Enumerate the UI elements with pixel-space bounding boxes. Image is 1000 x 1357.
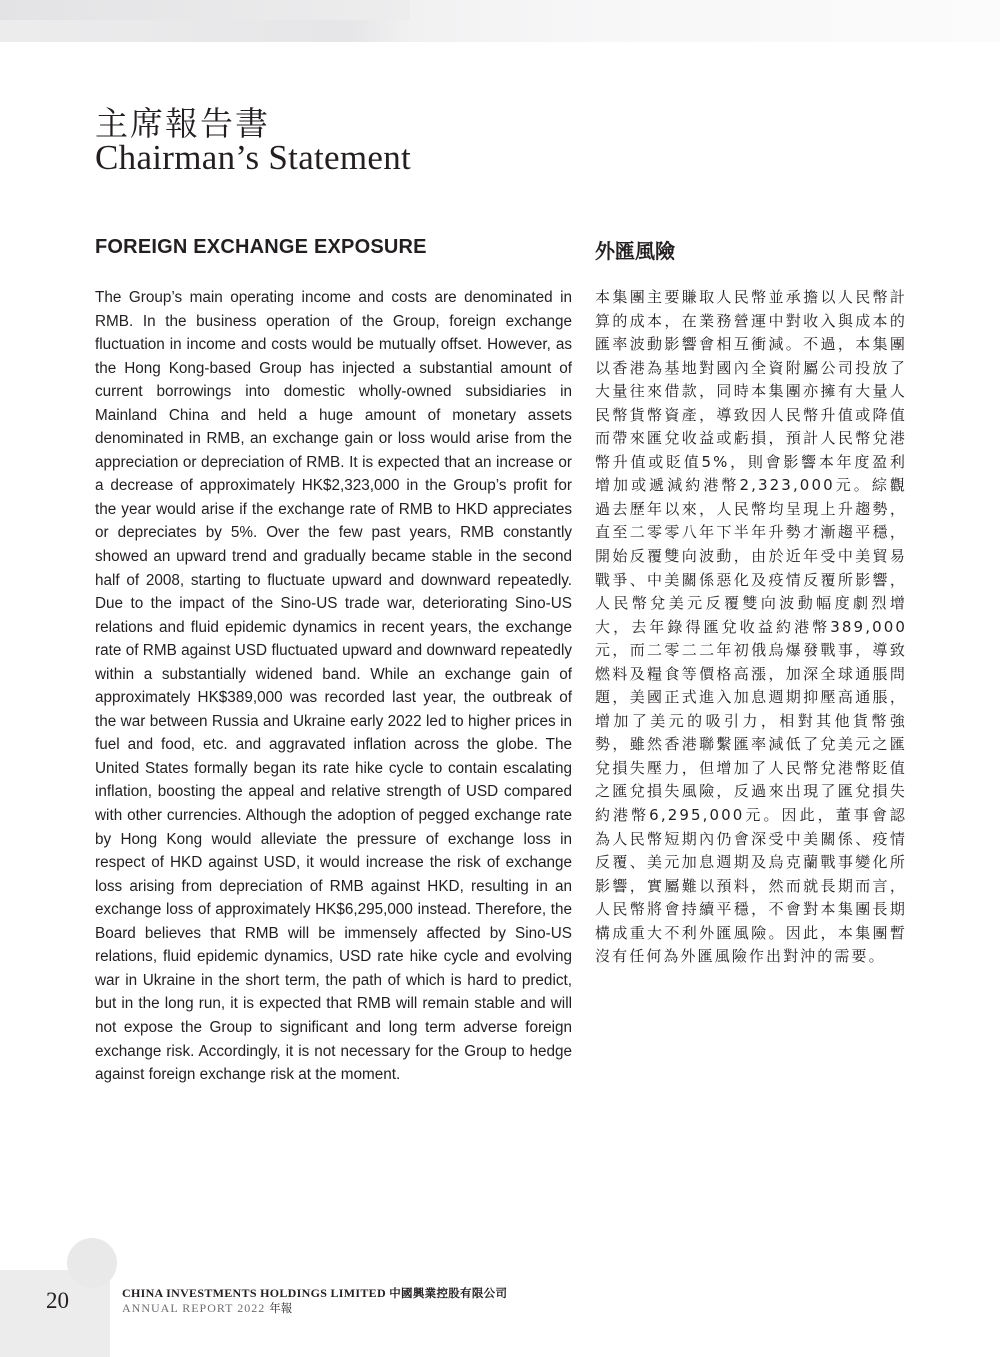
footer-report-label xyxy=(122,1300,292,1316)
page-title-english: Chairman’s Statement xyxy=(95,138,412,177)
page-number: 20 xyxy=(46,1288,69,1313)
page-title-chinese: 主席報告書 xyxy=(95,104,270,143)
footer-company-name xyxy=(122,1285,507,1301)
section-heading-english: FOREIGN EXCHANGE EXPOSURE xyxy=(95,236,427,258)
top-decorative-band-accent xyxy=(0,0,410,20)
footer-company-name-english: CHINA INVESTMENTS HOLDINGS LIMITED xyxy=(122,1286,386,1300)
footer-company-name-chinese: 中國興業控股有限公司 xyxy=(389,1286,508,1300)
body-text-english: The Group’s main operating income and costs are denominated in RMB. In the business operation of the Group, foreign exchange fluctuation in income and costs would be mutually offset. However, as the Hong Kong-based Group has injected a substantial amount of current borrowings into domestic wholly-owned subsidiaries in Mainland China and held a huge amount of monetary assets denominated in RMB, an exchange gain or loss would arise from the appreciation or depreciation of RMB. It is expected that an increase or a decrease of approximately HK$2,323,000 in the Group’s profit for the year would arise if the exchange rate of RMB to HKD appreciates or depreciates by 5%. Over the few past years, RMB constantly showed an upward trend and gradually became stable in the second half of 2008, starting to fluctuate upward and downward repeatedly. Due to the impact of the Sino-US trade war, deteriorating Sino-US relations and fluid epidemic dynamics in recent years, the exchange rate of RMB against USD fluctuated upward and downward repeatedly within a substantially widened band. While an exchange gain of approximately HK$389,000 was recorded last year, the outbreak of the war between Russia and Ukraine early 2022 led to higher prices in fuel and food, etc. and aggravated inflation across the globe. The United States formally began its rate hike cycle to contain escalating inflation, boosting the appeal and relative strength of USD compared with other currencies. Although the adoption of pegged exchange rate by Hong Kong would alleviate the pressure of exchange loss in respect of HKD against USD, it would increase the risk of exchange loss arising from depreciation of RMB against HKD, resulting in an exchange loss of approximately HK$6,295,000 instead. Therefore, the Board believes that RMB will be immensely affected by Sino-US relations, fluid epidemic dynamics, USD rate hike cycle and evolving war in Ukraine in the short term, the path of which is hard to predict, but in the long run, it is expected that RMB will remain stable and will not expose the Group to significant and long term adverse foreign exchange risk. Accordingly, it is not necessary for the Group to hedge against foreign exchange risk at the moment. xyxy=(95,289,572,1084)
footer-corner-circle xyxy=(67,1238,117,1288)
footer-report-english: ANNUAL REPORT 2022 xyxy=(122,1301,266,1315)
section-heading-chinese: 外匯風險 xyxy=(595,239,675,263)
body-text-chinese: 本集團主要賺取人民幣並承擔以人民幣計算的成本，在業務營運中對收入與成本的匯率波動影響會相互衝減。不過，本集團以香港為基地對國內全資附屬公司投放了大量往來借款，同時本集團亦擁有大量人民幣貨幣資產，導致因人民幣升值或降值而帶來匯兌收益或虧損，預計人民幣兌港幣升值或貶值5%，則會影響本年度盈利增加或遞減約港幣2,323,000元。綜觀過去歷年以來，人民幣均呈現上升趨勢，直至二零零八年下半年升勢才漸趨平穩，開始反覆雙向波動，由於近年受中美貿易戰爭、中美關係惡化及疫情反覆所影響，人民幣兌美元反覆雙向波動幅度劇烈增大，去年錄得匯兌收益約港幣389,000元，而二零二二年初俄烏爆發戰事，導致燃料及糧食等價格高漲，加深全球通脹問題，美國正式進入加息週期抑壓高通脹，增加了美元的吸引力，相對其他貨幣強勢，雖然香港聯繫匯率減低了兌美元之匯兌損失壓力，但增加了人民幣兌港幣貶值之匯兌損失風險，反過來出現了匯兌損失約港幣6,295,000元。因此，董事會認為人民幣短期內仍會深受中美關係、疫情反覆、美元加息週期及烏克蘭戰事變化所影響，實屬難以預料，然而就長期而言，人民幣將會持續平穩，不會對本集團長期構成重大不利外匯風險。因此，本集團暫沒有任何為外匯風險作出對沖的需要。 xyxy=(595,288,907,966)
footer-report-chinese: 年報 xyxy=(269,1301,293,1315)
